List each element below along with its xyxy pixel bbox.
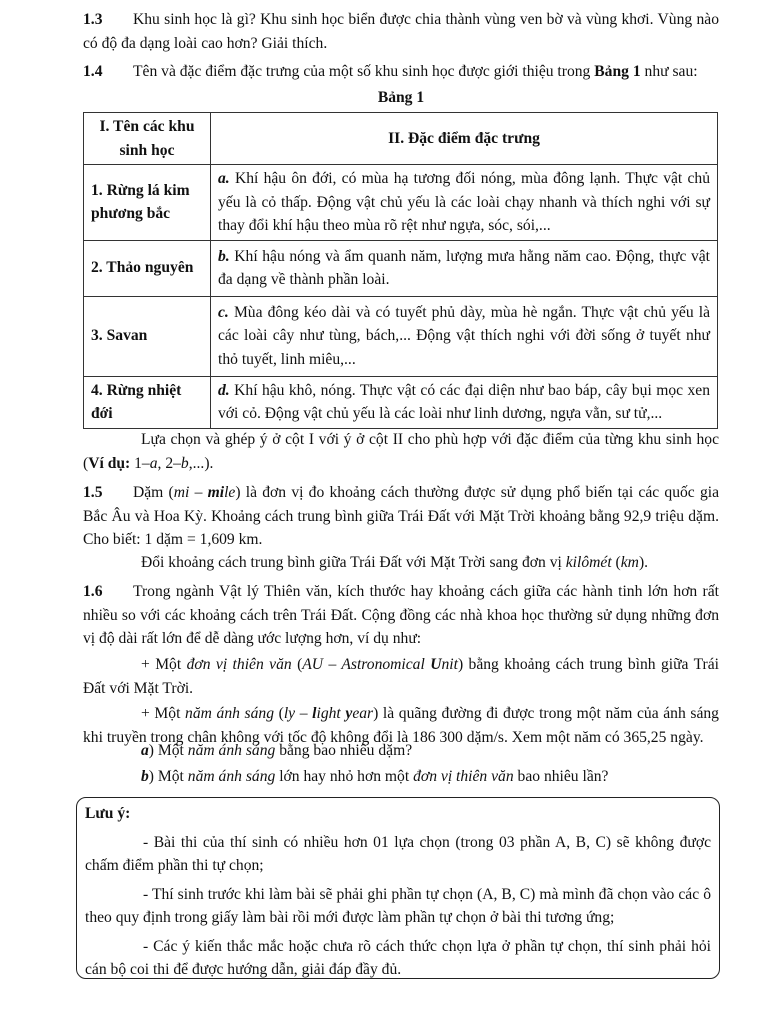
question-1-5: 1.5 Dặm (mi – mile) là đơn vị đo khoảng cách thường được sử dụng phổ biến tại các quốc gia Bắc Âu và Hoa Kỳ. Khoảng cách trung bình giữa Trái Đất với Mặt Trời khoảng bằng 92,9 triệu dặm. Cho biết: 1 dặm = 1,609 km.	[83, 484, 720, 548]
text-run: Bảng 1	[594, 63, 641, 80]
text-run: 1–	[130, 454, 150, 472]
option-letter: a.	[218, 170, 230, 187]
text-run: (	[611, 554, 621, 571]
trait-text: Khí hậu nóng và ẩm quanh năm, lượng mưa hằng năm cao. Động, thực vật đa dạng về thành phần loài.	[218, 247, 710, 288]
column-header-traits: II. Đặc điểm đặc trưng	[211, 113, 718, 165]
text-run: mi –	[173, 484, 208, 501]
text-run: + Một	[141, 656, 187, 673]
text-run: (	[274, 705, 284, 722]
biome-name: 4. Rừng nhiệt đới	[84, 376, 211, 428]
text-run: ).	[638, 554, 649, 571]
text-run: km	[620, 554, 639, 571]
note-item: - Bài thi của thí sinh có nhiều hơn 01 lựa chọn (trong 03 phần A, B, C) sẽ không được chấm điểm phần thi tự chọn;	[85, 833, 711, 874]
matching-instruction	[83, 428, 719, 475]
text-run: như sau:	[640, 63, 698, 80]
text-run: , 2–	[157, 454, 181, 472]
table-row	[84, 376, 718, 428]
text-run: bằng bao nhiêu dặm?	[275, 742, 413, 759]
note-box	[76, 797, 720, 979]
text-run: Trong ngành Vật lý Thiên văn, kích thước hay khoảng cách giữa các hành tinh lớn hơn rất nhiều so với các khoảng cách trên Trái Đất. Cộng đồng các nhà khoa học thường sử dụng những đơn vị độ dài rất lớn để dễ dàng ước lượng hơn, ví dụ như:	[83, 583, 719, 647]
text-run: l	[312, 705, 317, 722]
table-header-row	[84, 113, 718, 165]
question-1-6-b	[83, 765, 719, 789]
text-run: a	[141, 742, 149, 759]
biome-traits	[211, 240, 718, 296]
option-letter: d.	[218, 381, 230, 399]
biome-traits	[211, 376, 718, 428]
text-run: mi	[207, 484, 225, 501]
table-caption: Bảng 1	[377, 89, 425, 106]
table-row	[84, 165, 718, 241]
text-run: AU – Astronomical	[302, 656, 431, 673]
text-run: năm ánh sáng	[185, 705, 275, 722]
table-row	[84, 296, 718, 376]
question-1-6: 1.6 Trong ngành Vật lý Thiên văn, kích thước hay khoảng cách giữa các hành tinh lớn hơn rất nhiều so với các khoảng cách trên Trái Đất. Cộng đồng các nhà khoa học thường sử dụng những đơn vị độ dài rất lớn để dễ dàng ước lượng hơn, ví dụ như:	[83, 583, 719, 647]
text-run: Ví dụ:	[88, 454, 131, 472]
option-letter: b.	[218, 247, 230, 265]
question-1-5-task	[83, 551, 719, 575]
text-run: Lựa chọn và ghép ý ở cột I với ý ở cột II cho phù hợp với đặc điểm của từng khu sinh học (	[83, 431, 719, 472]
text-run: ight	[316, 705, 346, 722]
text-run: năm ánh sáng	[187, 742, 276, 759]
text-run: năm ánh sáng	[187, 768, 276, 785]
table-row	[84, 240, 718, 296]
text-run: lớn hay nhỏ hơn một	[275, 768, 414, 785]
biome-name: 3. Savan	[84, 296, 211, 376]
text-run: ) là đơn vị đo khoảng cách thường được sử dụng phổ biến tại các quốc gia Bắc Âu và Hoa Kỳ. Khoảng cách trung bình giữa Trái Đất với Mặt Trời khoảng bằng 92,9 triệu dặm. Cho biết: 1 dặm = 1,609 km.	[83, 484, 720, 548]
text-run: ly –	[283, 705, 313, 722]
text-run: a	[149, 454, 158, 472]
text-run: b	[180, 454, 189, 472]
text-run: Tên và đặc điểm đặc trưng của một số khu sinh học được giới thiệu trong	[133, 63, 595, 80]
question-1-4: 1.4 Tên và đặc điểm đặc trưng của một số khu sinh học được giới thiệu trong Bảng 1 như sau:	[83, 63, 698, 80]
text-run: b	[141, 768, 149, 785]
text-run: đơn vị thiên văn	[186, 656, 292, 673]
text-run: đơn vị thiên văn	[413, 768, 514, 785]
biome-table	[83, 112, 718, 429]
text-run: bao nhiêu lần?	[513, 768, 609, 785]
question-1-3: 1.3 Khu sinh học là gì? Khu sinh học biển được chia thành vùng ven bờ và vùng khơi. Vùng nào có độ đa dạng loài cao hơn? Giải thích.	[83, 11, 719, 52]
biome-traits	[211, 165, 718, 241]
text-run: ) Một	[148, 742, 188, 759]
trait-text: Mùa đông kéo dài và có tuyết phủ dày, mùa hè ngắn. Thực vật chủ yếu là các loài cây như tùng, bách,... Động vật thích nghi với đời sống ở tuyết như thỏ tuyết, linh miêu,...	[218, 303, 710, 368]
au-definition	[83, 653, 719, 700]
biome-traits	[211, 296, 718, 376]
biome-name: 2. Thảo nguyên	[84, 240, 211, 296]
text-run: nit	[441, 656, 458, 673]
text-run: Dặm (	[133, 484, 174, 501]
note-item: - Các ý kiến thắc mắc hoặc chưa rõ cách thức chọn lựa ở phần tự chọn, thí sinh phải hỏi cán bộ coi thi để được hướng dẫn, giải đáp đầy đủ.	[85, 937, 711, 978]
column-header-names: I. Tên các khu sinh học	[84, 113, 211, 165]
text-run: kilômét	[565, 554, 612, 571]
trait-text: Khí hậu ôn đới, có mùa hạ tương đối nóng, mùa đông lạnh. Thực vật chủ yếu là cỏ thấp. Động vật chủ yếu là các loài chạy nhanh và thích nghi với sự thay đổi khí hậu theo mùa rõ rệt như ngựa, sóc, sói,...	[218, 170, 710, 234]
option-letter: c.	[218, 303, 229, 321]
text-run: ) Một	[148, 768, 188, 785]
text-run: ,...).	[188, 454, 214, 472]
note-title: Lưu ý:	[85, 805, 131, 822]
trait-text: Khí hậu khô, nóng. Thực vật có các đại diện như bao báp, cây bụi mọc xen với cỏ. Động vật chủ yếu là các loài như linh dương, ngựa vằn, sư tử,...	[218, 381, 710, 422]
text-run: ) bằng khoảng cách trung bình giữa Trái Đất với Mặt Trời.	[83, 656, 720, 697]
text-run: + Một	[141, 705, 186, 722]
text-run: y	[345, 705, 353, 722]
text-run: (	[291, 656, 303, 673]
biome-name: 1. Rừng lá kim phương bắc	[84, 165, 211, 241]
text-run: ear	[352, 705, 374, 722]
text-run: Đổi khoảng cách trung bình giữa Trái Đất với Mặt Trời sang đơn vị	[141, 554, 566, 571]
note-item: - Thí sinh trước khi làm bài sẽ phải ghi phần tự chọn (A, B, C) mà mình đã chọn vào các ô theo quy định trong giấy làm bài rồi mới được làm phần tự chọn ở bài thi tương ứng;	[85, 885, 711, 926]
text-run: le	[224, 484, 236, 501]
question-1-6-a	[83, 739, 719, 763]
text-run: U	[430, 656, 442, 673]
text-run: Khu sinh học là gì? Khu sinh học biển được chia thành vùng ven bờ và vùng khơi. Vùng nào có độ đa dạng loài cao hơn? Giải thích.	[83, 11, 719, 52]
text-run: ) là quãng đường đi được trong một năm của ánh sáng khi truyền trong chân không với tốc độ không đổi là 186 300 dặm/s. Xem một năm có 365,25 ngày.	[83, 705, 719, 746]
